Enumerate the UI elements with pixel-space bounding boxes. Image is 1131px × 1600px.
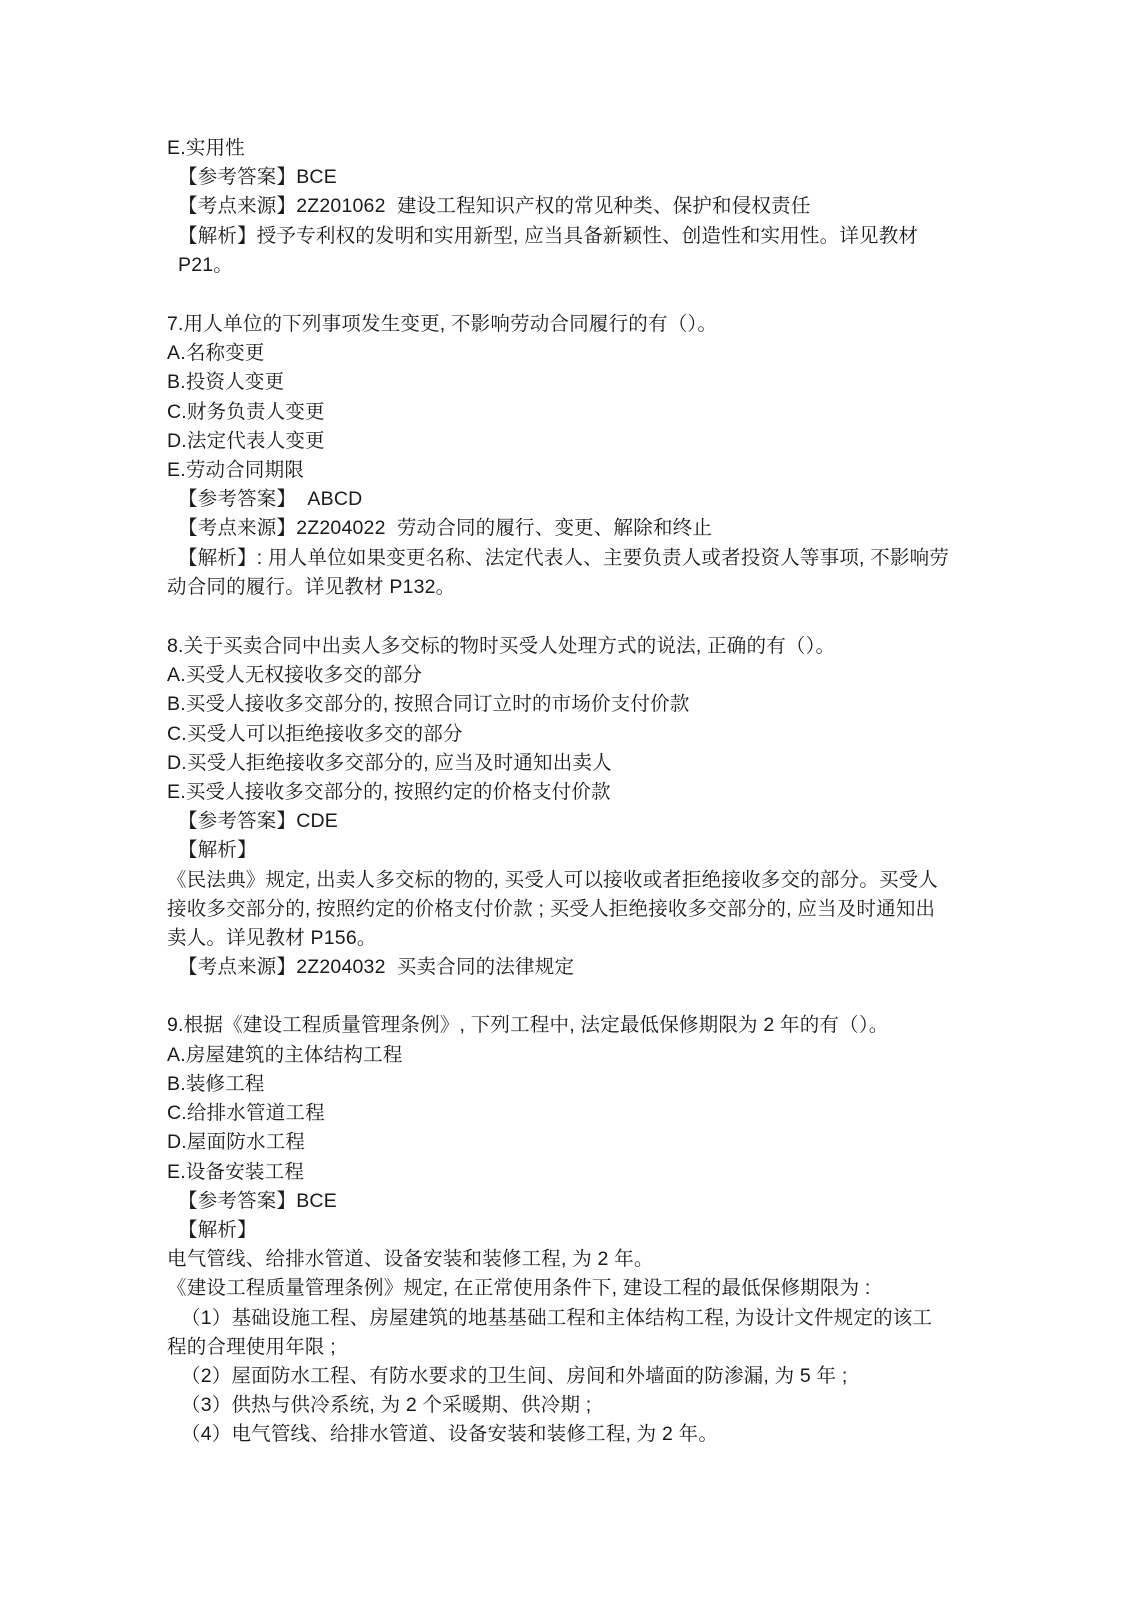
q8-analysis-line-3: 卖人。详见教材 P156。 <box>167 927 377 950</box>
q8-analysis-label: 【解析】 <box>178 839 257 862</box>
q7-analysis-line-2: 动合同的履行。详见教材 P132。 <box>167 575 456 598</box>
q8-option-e: E.买受人接收多交部分的, 按照约定的价格支付价款 <box>167 781 611 804</box>
q6-source-line: 【考点来源】2Z201062 建设工程知识产权的常见种类、保护和侵权责任 <box>178 195 811 218</box>
q7-option-b: B.投资人变更 <box>167 371 285 394</box>
q7-source-line: 【考点来源】2Z204022 劳动合同的履行、变更、解除和终止 <box>178 517 713 540</box>
q8-answer-line: 【参考答案】CDE <box>178 810 338 833</box>
q7-stem: 7.用人单位的下列事项发生变更, 不影响劳动合同履行的有（）。 <box>167 313 718 336</box>
q8-source-line: 【考点来源】2Z204032 买卖合同的法律规定 <box>178 956 575 979</box>
q9-option-d: D.屋面防水工程 <box>167 1131 306 1154</box>
q8-analysis-line-2: 接收多交部分的, 按照约定的价格支付价款 ; 买受人拒绝接收多交部分的, 应当及时通知出 <box>167 897 936 920</box>
q9-analysis-line-2: 《建设工程质量管理条例》规定, 在正常使用条件下, 建设工程的最低保修期限为 : <box>167 1277 871 1300</box>
q8-option-b: B.买受人接收多交部分的, 按照合同订立时的市场价支付价款 <box>167 693 690 716</box>
question-9-block <box>167 1011 967 1449</box>
q9-answer-line: 【参考答案】BCE <box>178 1189 337 1212</box>
q9-stem: 9.根据《建设工程质量管理条例》, 下列工程中, 法定最低保修期限为 2 年的有（）。 <box>167 1014 889 1037</box>
q9-item-4: （4）电气管线、给排水管道、设备安装和装修工程, 为 2 年。 <box>181 1423 719 1446</box>
q9-option-a: A.房屋建筑的主体结构工程 <box>167 1043 403 1066</box>
q6-analysis-line: 【解析】授予专利权的发明和实用新型, 应当具备新颖性、创造性和实用性。详见教材 P21。 <box>178 224 924 276</box>
q7-option-a: A.名称变更 <box>167 342 265 365</box>
q9-item-1-line-2: 程的合理使用年限 ; <box>167 1335 336 1358</box>
document-body <box>167 134 967 1450</box>
q8-option-a: A.买受人无权接收多交的部分 <box>167 664 423 687</box>
q9-option-b: B.装修工程 <box>167 1072 265 1095</box>
question-7-block <box>167 310 967 602</box>
q9-option-c: C.给排水管道工程 <box>167 1102 325 1125</box>
q8-stem: 8.关于买卖合同中出卖人多交标的物时买受人处理方式的说法, 正确的有（）。 <box>167 635 836 658</box>
question-8-block <box>167 632 967 982</box>
block-spacer <box>167 982 967 1011</box>
q9-option-e: E.设备安装工程 <box>167 1160 305 1183</box>
q9-analysis-label: 【解析】 <box>178 1218 257 1241</box>
q9-item-1-line-1: （1）基础设施工程、房屋建筑的地基基础工程和主体结构工程, 为设计文件规定的该工 <box>181 1306 933 1329</box>
q9-analysis-line-1: 电气管线、给排水管道、设备安装和装修工程, 为 2 年。 <box>167 1248 654 1271</box>
q7-option-c: C.财务负责人变更 <box>167 400 325 423</box>
question-6-block <box>167 134 967 280</box>
q7-option-d: D.法定代表人变更 <box>167 429 325 452</box>
q8-option-c: C.买受人可以拒绝接收多交的部分 <box>167 722 463 745</box>
q9-item-3: （3）供热与供冷系统, 为 2 个采暖期、供冷期 ; <box>181 1394 592 1417</box>
block-spacer <box>167 280 967 310</box>
q8-option-d: D.买受人拒绝接收多交部分的, 应当及时通知出卖人 <box>167 751 612 774</box>
q6-answer-line: 【参考答案】BCE <box>178 166 337 189</box>
q7-answer-line: 【参考答案】 ABCD <box>178 488 363 511</box>
block-spacer <box>167 602 967 632</box>
q8-analysis-line-1: 《民法典》规定, 出卖人多交标的物的, 买受人可以接收或者拒绝接收多交的部分。买受人 <box>167 868 939 891</box>
q7-option-e: E.劳动合同期限 <box>167 459 305 482</box>
q9-item-2: （2）屋面防水工程、有防水要求的卫生间、房间和外墙面的防渗漏, 为 5 年 ; <box>181 1364 848 1387</box>
q6-option-e: E.实用性 <box>167 137 245 159</box>
q7-analysis-line-1: 【解析】: 用人单位如果变更名称、法定代表人、主要负责人或者投资人等事项, 不影响劳 <box>178 546 950 569</box>
